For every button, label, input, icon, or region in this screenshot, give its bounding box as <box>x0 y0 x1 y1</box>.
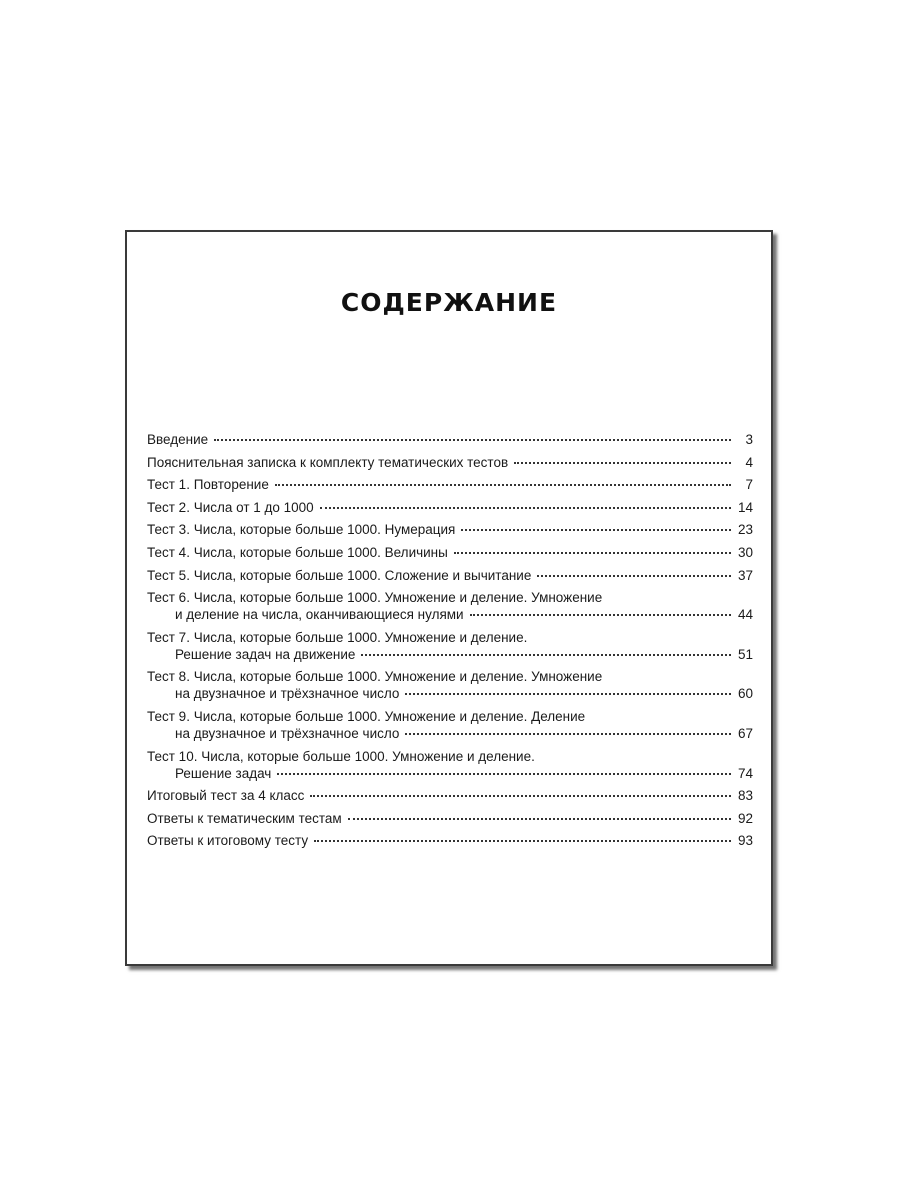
toc-page-number: 83 <box>737 788 753 804</box>
toc-page-number: 30 <box>737 544 753 560</box>
toc-entry-row <box>147 832 753 849</box>
dot-leader <box>514 462 731 464</box>
page-title: СОДЕРЖАНИЕ <box>340 288 558 317</box>
toc-entry-label: Итоговый тест за 4 класс <box>147 788 305 804</box>
toc-page-number: 3 <box>745 432 753 447</box>
toc-entry <box>147 567 753 584</box>
toc-entry-label: на двузначное и трёхзначное число <box>175 725 400 741</box>
toc-entry-label: Пояснительная записка к комплекту тематических тестов <box>147 454 509 470</box>
toc-entry <box>147 787 753 804</box>
dot-leader <box>405 733 731 735</box>
toc-entry-label: Решение задач <box>175 765 272 781</box>
toc-entry-label: Тест 4. Числа, которые больше 1000. Величины <box>147 544 448 560</box>
toc-entry-row <box>147 476 753 493</box>
toc-entry-label: Ответы к итоговому тесту <box>147 833 309 849</box>
contents-page <box>125 230 773 966</box>
toc-entry-row <box>147 765 753 782</box>
toc-entry <box>147 708 753 742</box>
dot-leader <box>314 840 731 842</box>
toc-entry <box>147 589 753 623</box>
toc-entry-title-line: Тест 7. Числа, которые больше 1000. Умножение и деление. <box>147 629 528 645</box>
toc-entry-label: Тест 2. Числа от 1 до 1000 <box>147 499 314 515</box>
dot-leader <box>405 693 731 695</box>
dot-leader <box>361 654 731 656</box>
toc-entry-label: Введение <box>147 432 209 447</box>
toc-entry <box>147 431 753 448</box>
dot-leader <box>214 439 731 441</box>
toc-entry-row <box>147 810 753 827</box>
dot-leader <box>470 614 731 616</box>
toc-entry-label: Решение задач на движение <box>175 646 356 662</box>
toc-entry <box>147 748 753 782</box>
dot-leader <box>537 575 731 577</box>
dot-leader <box>310 795 731 797</box>
toc-entry <box>147 629 753 663</box>
toc-entry <box>147 521 753 538</box>
toc-entry <box>147 454 753 471</box>
toc-entry-row <box>147 685 753 702</box>
toc-entry-label: Тест 3. Числа, которые больше 1000. Нумерация <box>147 522 456 538</box>
toc-page-number: 37 <box>737 567 753 583</box>
toc-entry-label: Тест 1. Повторение <box>147 477 269 493</box>
toc-entry-label: на двузначное и трёхзначное число <box>175 686 400 702</box>
toc-page-number: 7 <box>745 477 753 493</box>
toc-entry-row <box>147 521 753 538</box>
toc-entry-label: Тест 5. Числа, которые больше 1000. Сложение и вычитание <box>147 567 532 583</box>
toc-entry-row <box>147 454 753 471</box>
toc-entry-row <box>147 725 753 742</box>
dot-leader <box>277 773 731 775</box>
toc-entry-title-line: Тест 8. Числа, которые больше 1000. Умножение и деление. Умножение <box>147 669 603 685</box>
toc-page-number: 14 <box>737 499 753 515</box>
toc-entry-label: и деление на числа, оканчивающиеся нулями <box>175 607 464 623</box>
toc-entry <box>147 668 753 702</box>
dot-leader <box>320 507 731 509</box>
toc-entry-row <box>147 431 753 448</box>
toc-entry-row <box>147 567 753 584</box>
toc-entry <box>147 476 753 493</box>
toc-entry <box>147 810 753 827</box>
toc-page-number: 74 <box>737 765 753 781</box>
toc-entry-row <box>147 499 753 516</box>
toc-page-number: 93 <box>737 833 753 849</box>
dot-leader <box>454 552 731 554</box>
dot-leader <box>275 484 731 486</box>
toc-page-number: 51 <box>737 646 753 662</box>
toc-entry-title-line: Тест 9. Числа, которые больше 1000. Умножение и деление. Деление <box>147 708 586 724</box>
toc-entry-row <box>147 606 753 623</box>
toc-page-number: 4 <box>745 454 753 470</box>
toc-entry-row <box>147 787 753 804</box>
toc-page-number: 44 <box>737 607 753 623</box>
table-of-contents <box>147 431 753 855</box>
toc-entry-label: Ответы к тематическим тестам <box>147 810 342 826</box>
toc-entry-row <box>147 544 753 561</box>
toc-page-number: 23 <box>737 522 753 538</box>
toc-page-number: 60 <box>737 686 753 702</box>
dot-leader <box>461 529 731 531</box>
toc-entry <box>147 832 753 849</box>
toc-entry-title-line: Тест 6. Числа, которые больше 1000. Умножение и деление. Умножение <box>147 590 603 606</box>
toc-entry <box>147 544 753 561</box>
toc-page-number: 67 <box>737 725 753 741</box>
toc-entry-row <box>147 646 753 663</box>
toc-entry <box>147 499 753 516</box>
toc-entry-title-line: Тест 10. Числа, которые больше 1000. Умножение и деление. <box>147 748 535 764</box>
toc-page-number: 92 <box>737 810 753 826</box>
dot-leader <box>348 818 731 820</box>
